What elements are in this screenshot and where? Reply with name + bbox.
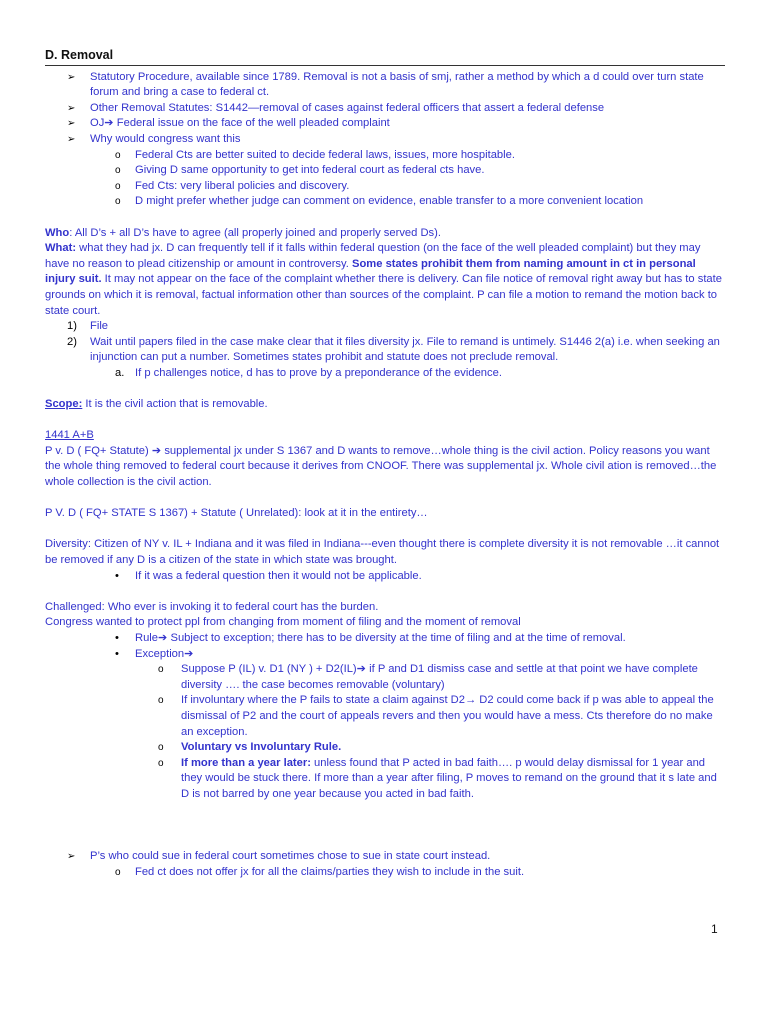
dot-bullet-icon: •: [115, 569, 119, 582]
diversity-paragraph: Diversity: Citizen of NY v. IL + Indiana and it was filed in Indiana---even thought there is complete diversity it is not removable …it cannot be removed if any D is a citizen of the state in which state was brought.: [45, 538, 720, 566]
exception-sub-bullet: o If involuntary where the P fails to state a claim against D2→ D2 could come back if p was able to appeal the dismissal of P2 and the court of appeals revers and then you would have a mess. Cts therefore do no make an exception.: [158, 694, 714, 738]
scope-label: Scope:: [45, 398, 83, 411]
section-1441-paragraph-2: P V. D ( FQ+ STATE S 1367) + Statute ( Unrelated): look at it in the entirety…: [45, 507, 428, 520]
arrow-bullet-icon: ➢: [67, 851, 76, 863]
section-heading: D. Removal: [45, 48, 725, 66]
sub-bullet: o D might prefer whether judge can comment on evidence, enable transfer to a more convenient location: [45, 194, 725, 210]
circle-bullet-icon: o: [158, 757, 164, 769]
what-paragraph: What: what they had jx. D can frequently tell if it falls within federal question (on the face of the well pleaded complaint) but they may have no reason to plead citizenship or amount in controversy. Some states prohibit them from naming amount in ct in personal injury suit. It may not appear on the face of the complaint whether there is delivery. Can file notice of removal right away but has to state grounds on which it is removal, factual information other than sources of the complaint. P can file a motion to remand the motion back to state court.: [45, 242, 722, 317]
what-label: What:: [45, 242, 77, 255]
circle-bullet-icon: o: [158, 695, 164, 707]
arrow-bullet-icon: ➢: [67, 102, 76, 114]
sub-bullet: o Federal Cts are better suited to decide federal laws, issues, more hospitable.: [45, 148, 725, 164]
bullet-oj: ➢ OJ➔ Federal issue on the face of the well pleaded complaint: [45, 116, 725, 132]
arrow-bullet-icon: ➢: [67, 71, 76, 83]
rule-bullet: • Rule➔ Subject to exception; there has to be diversity at the time of filing and at the time of removal.: [45, 631, 725, 647]
exception-sub-bullet: o If more than a year later: unless found that P acted in bad faith…. p would delay dismissal for 1 year and they would be stuck there. If more than a year after filing, P moves to remand on the ground that it s late and D is not barred by one year because you acted in bad faith.: [158, 756, 717, 800]
circle-bullet-icon: o: [115, 196, 121, 208]
bullet-why-congress: ➢ Why would congress want this: [45, 132, 725, 148]
scope-paragraph: Scope: It is the civil action that is removable.: [45, 398, 268, 411]
circle-bullet-icon: o: [115, 180, 121, 192]
bullet-statutory-procedure: ➢ Statutory Procedure, available since 1789. Removal is not a basis of smj, rather a method by which a d could over turn state forum and bring a case to federal ct.: [67, 70, 704, 99]
arrow-bullet-icon: ➢: [67, 133, 76, 145]
dot-bullet-icon: •: [115, 647, 119, 660]
exception-bullet: • Exception➔: [45, 647, 725, 663]
circle-bullet-icon: o: [115, 149, 121, 161]
exception-sub-bullet: o Suppose P (IL) v. D1 (NY ) + D2(IL)➔ if P and D1 dismiss case and settle at that point we have complete diversity …. the case becomes removable (voluntary): [158, 663, 698, 691]
sub-bullet: o Giving D same opportunity to get into federal court as federal cts have.: [45, 163, 725, 179]
circle-bullet-icon: o: [158, 664, 164, 676]
congress-line: Congress wanted to protect ppl from changing from moment of filing and the moment of removal: [45, 616, 521, 629]
numbered-item: 1) File: [67, 320, 109, 333]
circle-bullet-icon: o: [115, 165, 121, 177]
section-1441-heading: 1441 A+B: [45, 429, 94, 442]
exception-sub-bullet: o Voluntary vs Involuntary Rule.: [45, 740, 725, 756]
arrow-bullet-icon: ➢: [67, 118, 76, 130]
section-1441-paragraph: P v. D ( FQ+ Statute) ➔ supplemental jx under S 1367 and D wants to remove…whole thing is the civil action. Policy reasons you want the whole thing removed to federal court because it derives from CNOOF. There was supplemental jx. Whole civil ation is removed…the whole collection is the civil action.: [45, 444, 717, 489]
bullet-other-removal-statutes: ➢ Other Removal Statutes: S1442—removal of cases against federal officers that assert a federal defense: [45, 101, 725, 117]
sub-bullet: o Fed Cts: very liberal policies and discovery.: [45, 179, 725, 195]
circle-bullet-icon: o: [115, 866, 121, 878]
dot-bullet-icon: •: [115, 631, 119, 644]
who-paragraph: Who: All D’s + all D’s have to agree (all properly joined and properly served Ds).: [45, 226, 441, 239]
bullet-state-court: ➢ P’s who could sue in federal court sometimes chose to sue in state court instead.: [45, 849, 725, 865]
dot-bullet: • If it was a federal question then it would not be applicable.: [45, 569, 725, 585]
numbered-item: 2) Wait until papers filed in the case make clear that it files diversity jx. File to remand is untimely. S1446 2(a) i.e. when seeking an injunction can put a number. Sometimes states prohibit and statute does not preclude removal.: [67, 335, 720, 364]
lettered-item: a. If p challenges notice, d has to prove by a preponderance of the evidence.: [115, 366, 502, 379]
who-label: Who: [45, 226, 70, 239]
circle-bullet-icon: o: [158, 742, 164, 754]
sub-bullet: o Fed ct does not offer jx for all the claims/parties they wish to include in the suit.: [45, 865, 725, 881]
page-number: 1: [711, 922, 718, 936]
challenged-line: Challenged: Who ever is invoking it to federal court has the burden.: [45, 600, 379, 613]
document-page: [45, 48, 725, 880]
